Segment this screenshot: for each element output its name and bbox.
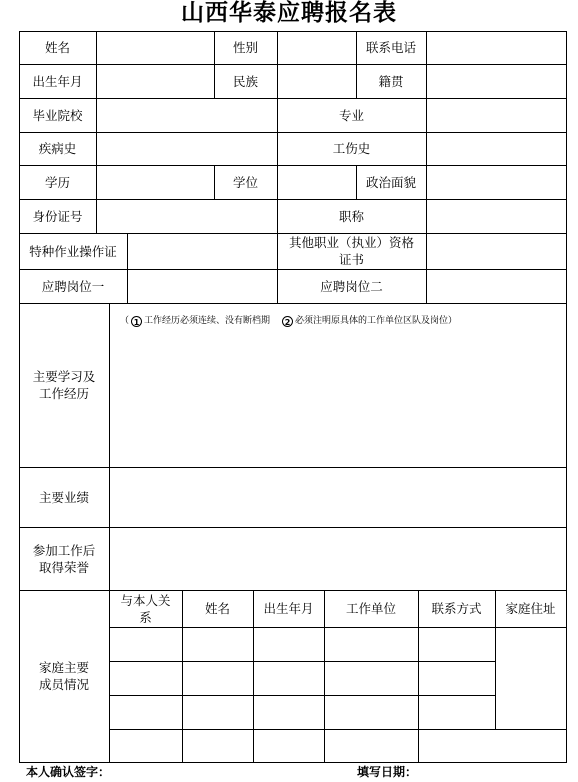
hline (109, 661, 495, 662)
label-illness: 疾病史 (38, 141, 77, 156)
note-open: （ (120, 316, 130, 326)
page-title: 山西华泰应聘报名表 (181, 0, 397, 26)
hline (109, 695, 495, 696)
label-major: 专业 (338, 107, 364, 123)
family-header-relation: 与本人关系 (120, 592, 171, 625)
label-other-cert: 其他职业（执业）资格证书 (288, 235, 414, 267)
label-phone: 联系电话 (365, 40, 416, 55)
label-birth: 出生年月 (32, 73, 83, 89)
hline (109, 729, 566, 730)
label-education: 学历 (44, 174, 70, 190)
vline (426, 31, 427, 303)
hline (19, 165, 566, 166)
label-degree: 学位 (232, 174, 258, 190)
vline (127, 233, 128, 303)
hline (19, 762, 566, 763)
label-injury: 工伤史 (332, 141, 371, 156)
experience-note (120, 315, 457, 327)
hline (19, 31, 566, 32)
label-job-title: 职称 (338, 208, 364, 224)
note-text-2: 必须注明原具体的工作单位区队及岗位） (295, 316, 458, 326)
note-number-2: 2 (282, 316, 293, 327)
label-achievements: 主要业绩 (38, 489, 89, 505)
hline (19, 64, 566, 65)
label-ethnicity: 民族 (232, 73, 258, 89)
family-header-contact: 联系方式 (431, 601, 482, 616)
label-special-cert: 特种作业操作证 (29, 243, 117, 259)
label-honors: 参加工作后取得荣誉 (32, 542, 96, 575)
hline (109, 627, 566, 628)
label-gender: 性别 (232, 40, 258, 55)
signature-label: 本人确认签字： (26, 765, 111, 779)
note-text-1: 工作经历必须连续、没有断档期 (144, 316, 271, 326)
family-header-address: 家庭住址 (505, 601, 556, 616)
family-header-workplace: 工作单位 (345, 601, 396, 616)
vline (96, 31, 97, 233)
label-position-2: 应聘岗位二 (320, 278, 383, 294)
vline (566, 31, 567, 763)
label-experience: 主要学习及工作经历 (32, 369, 96, 401)
note-number-1: 1 (131, 316, 142, 327)
family-header-name: 姓名 (204, 601, 230, 616)
date-label: 填写日期： (357, 765, 418, 779)
label-politics: 政治面貌 (365, 174, 416, 190)
vline (109, 303, 110, 762)
family-header-birth: 出生年月 (263, 601, 314, 616)
label-family: 家庭主要成员情况 (38, 660, 89, 692)
label-id-number: 身份证号 (32, 208, 83, 224)
label-name: 姓名 (44, 40, 70, 55)
label-position-1: 应聘岗位一 (41, 278, 105, 294)
label-native-place: 籍贯 (378, 73, 404, 89)
label-school: 毕业院校 (32, 107, 83, 123)
